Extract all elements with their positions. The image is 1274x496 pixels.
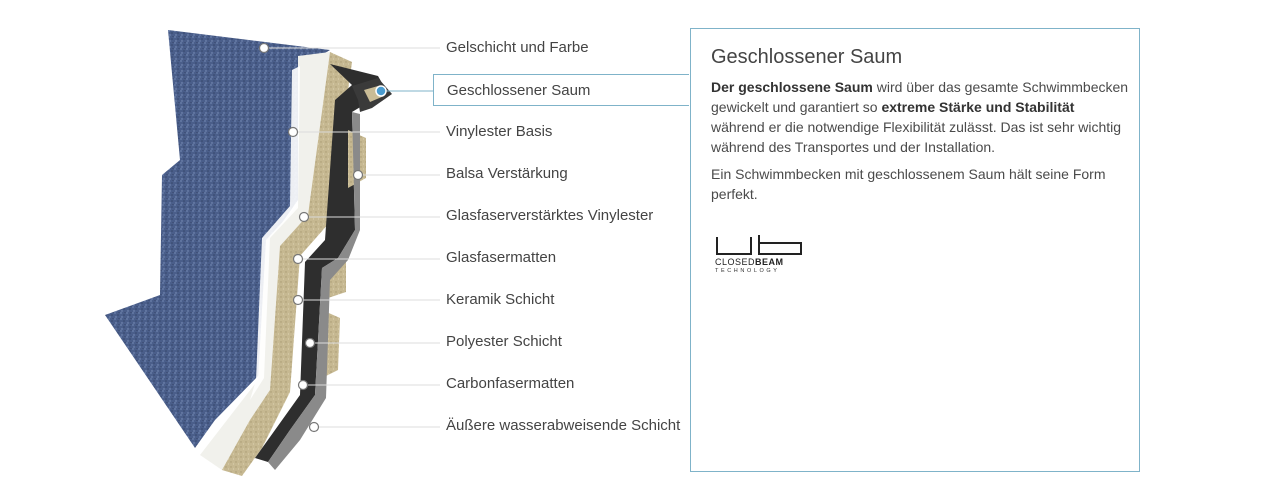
panel-text-1: wird über das gesamte Schwimmbecken gewickelt und garantiert so bbox=[711, 79, 1129, 115]
cb-logo-mark-icon bbox=[715, 233, 803, 257]
logo-tagline: TECHNOLOGY bbox=[715, 268, 780, 274]
layer-label-glass-fiber-mats[interactable]: Glasfasermatten bbox=[446, 249, 557, 266]
panel-strong-2: extreme Stärke und Stabilität bbox=[881, 99, 1075, 115]
layer-label-vinylester-base[interactable]: Vinylester Basis bbox=[446, 123, 553, 140]
panel-paragraph-2: Ein Schwimmbecken mit geschlossenem Saum hält seine Form perfekt. bbox=[711, 166, 1106, 202]
panel-paragraph-1 bbox=[711, 77, 1131, 157]
active-marker-dot bbox=[376, 86, 386, 96]
panel-title: Geschlossener Saum bbox=[711, 46, 903, 68]
layer-label-balsa[interactable]: Balsa Verstärkung bbox=[446, 165, 568, 182]
logo-name-part2: BEAM bbox=[755, 257, 784, 267]
layer-label-gelcoat[interactable]: Gelschicht und Farbe bbox=[446, 39, 589, 56]
layer-label-carbon[interactable]: Carbonfasermatten bbox=[446, 375, 575, 392]
info-panel bbox=[690, 28, 1140, 472]
closedbeam-logo bbox=[715, 233, 803, 279]
panel-strong-1: Der geschlossene Saum bbox=[711, 79, 873, 95]
layer-label-closed-seam[interactable]: Geschlossener Saum bbox=[433, 74, 689, 106]
layer-label-outer-water-repellent[interactable]: Äußere wasserabweisende Schicht bbox=[446, 417, 681, 434]
panel-text-2: während er die notwendige Flexibilität zulässt. Das ist sehr wichtig während des Transportes und der Installation. bbox=[711, 119, 1122, 155]
logo-name bbox=[715, 257, 803, 267]
layer-label-ceramic[interactable]: Keramik Schicht bbox=[446, 291, 555, 308]
layer-label-polyester[interactable]: Polyester Schicht bbox=[446, 333, 562, 350]
logo-mark-text: cb bbox=[715, 233, 717, 234]
logo-name-part1: CLOSED bbox=[715, 257, 756, 267]
layer-label-fiber-vinylester[interactable]: Glasfaserverstärktes Vinylester bbox=[446, 207, 654, 224]
